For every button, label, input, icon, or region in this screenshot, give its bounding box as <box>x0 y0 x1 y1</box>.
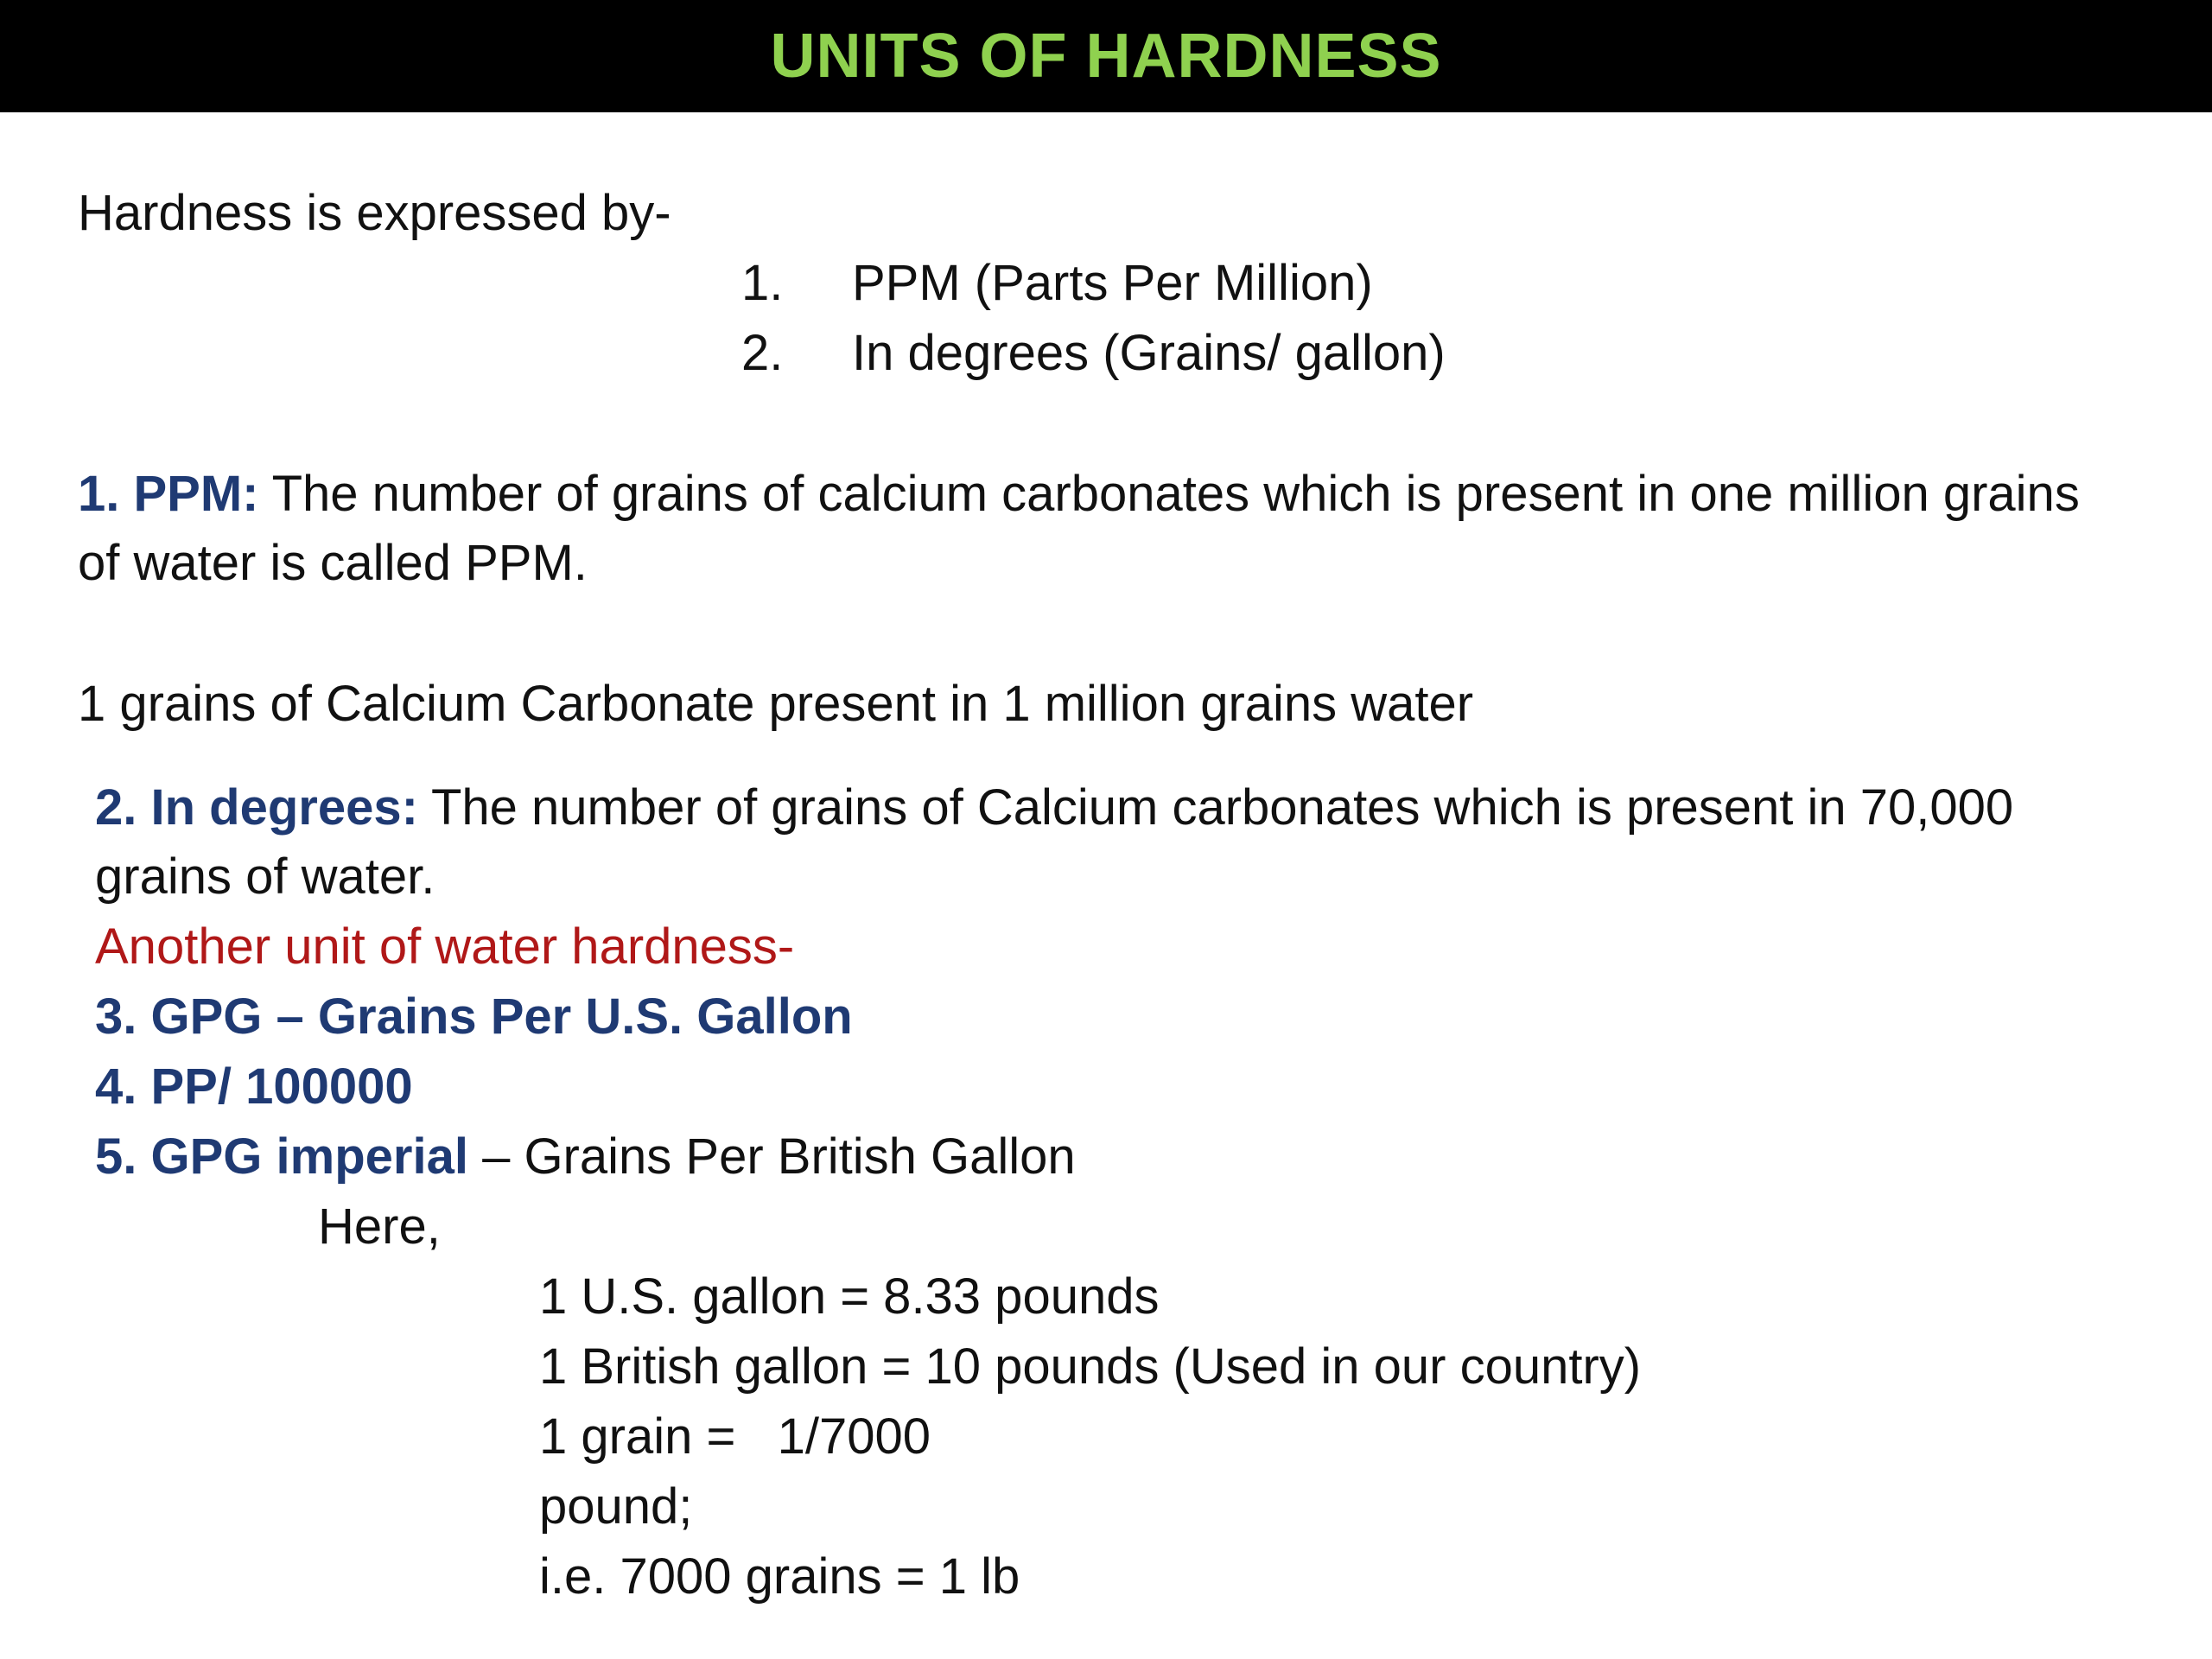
intro-text: Hardness is expressed by- <box>78 185 671 241</box>
expression-list-item-1 <box>741 249 1373 318</box>
unit-gpg-imperial <box>95 1122 1076 1192</box>
unit-pp-100000: 4. PP/ 100000 <box>95 1058 413 1115</box>
conversion-british-gallon: 1 British gallon = 10 pounds (Used in our country) <box>539 1338 1642 1395</box>
list-text: In degrees (Grains/ gallon) <box>852 325 1446 381</box>
degrees-label: 2. In degrees: <box>95 779 418 836</box>
ppm-text: The number of grains of calcium carbonates which is present in one million grains of water is called PPM. <box>78 466 2080 591</box>
slide-title: UNITS OF HARDNESS <box>770 22 1442 91</box>
conversion-us-gallon: 1 U.S. gallon = 8.33 pounds <box>539 1268 1160 1325</box>
unit-gpg-us: 3. GPG – Grains Per U.S. Gallon <box>95 988 853 1045</box>
conversion-pound: pound; <box>539 1478 693 1535</box>
degrees-definition <box>95 773 2152 912</box>
ppm-definition <box>78 460 2134 598</box>
ppm-label: 1. PPM: <box>78 466 259 522</box>
list-number: 1. <box>741 255 784 311</box>
another-unit-heading: Another unit of water hardness- <box>95 918 795 975</box>
degrees-text: The number of grains of Calcium carbonates which is present in 70,000 grains of water. <box>95 779 2014 905</box>
gpg-imperial-text: – Grains Per British Gallon <box>467 1128 1076 1185</box>
ppm-example: 1 grains of Calcium Carbonate present in 1 million grains water <box>78 676 1474 732</box>
list-number: 2. <box>741 325 784 381</box>
gpg-imperial-label: 5. GPG imperial <box>95 1128 468 1185</box>
here-label: Here, <box>318 1198 441 1255</box>
title-bar <box>0 0 2212 112</box>
expression-list-item-2 <box>741 319 1446 388</box>
conversion-grains-lb: i.e. 7000 grains = 1 lb <box>539 1548 1020 1605</box>
conversion-grain: 1 grain = 1/7000 <box>539 1408 931 1465</box>
list-text: PPM (Parts Per Million) <box>852 255 1373 311</box>
